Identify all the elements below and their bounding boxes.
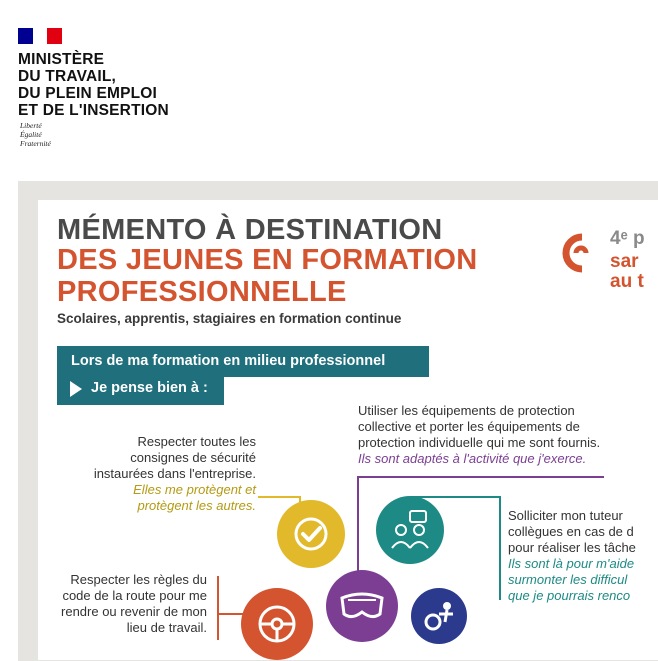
advice-line: protection individuelle qui me sont fournis. [358,435,601,450]
advice-note: protègent les autres. [137,498,256,513]
checkmark-shield-icon [291,514,331,554]
advice-line: instaurées dans l'entreprise. [93,466,256,481]
advice-line: code de la route pour me [62,588,207,603]
ministry-line: DU TRAVAIL, [18,68,117,85]
advice-safety-rules [80,434,256,514]
advice-line: lieu de travail. [126,620,207,635]
advice-line: rendre ou revenir de mon [61,604,207,619]
poster-title-line: PROFESSIONNELLE [57,276,347,308]
protective-equipment-badge [326,570,398,642]
skills-badge [411,588,467,644]
advice-line: Respecter toutes les [137,434,256,449]
advice-road-rules [50,572,207,636]
motto-line: Fraternité [20,139,51,148]
section-banner: Lors de ma formation en milieu professionnel [57,346,429,377]
advice-note: Ils sont adaptés à l'activité que j'exerce. [358,451,587,466]
poster-title-line: MÉMENTO À DESTINATION [57,214,443,246]
advice-line: collective et porter les équipements de [358,419,580,434]
badge-text: 4ᵉ p [610,228,645,249]
section-subbanner: Je pense bien à : [57,372,224,405]
advice-note: Ils sont là pour m'aide [508,556,635,571]
poster-title-line: DES JEUNES EN FORMATION [57,244,478,276]
advice-note: Elles me protègent et [133,482,256,497]
advice-line: collègues en cas de d [508,524,634,539]
advice-line: Utiliser les équipements de protection [358,403,575,418]
advice-line: pour réaliser les tâche [508,540,636,555]
motto-line: Égalité [20,130,42,139]
ministry-line: DU PLEIN EMPLOI [18,85,158,102]
badge-text: au t [610,271,644,292]
tutor-help-badge [376,496,444,564]
advice-ask-tutor [508,508,636,604]
safety-goggles-icon [338,586,386,626]
advice-note: surmonter les difficul [508,572,628,587]
road-rules-badge [241,588,313,660]
steering-wheel-icon [255,602,299,646]
ministry-line: ET DE L'INSERTION [18,102,169,119]
advice-line: Solliciter mon tuteur [508,508,623,523]
safety-rules-badge [277,500,345,568]
advice-note: que je pourrais renco [508,588,631,603]
motto-line: Liberté [20,121,42,130]
badge-text: sar [610,251,639,272]
gear-person-icon [419,596,459,636]
advice-protective-equipment [358,403,600,467]
advice-line: Respecter les règles du [70,572,207,587]
advice-line: consignes de sécurité [130,450,256,465]
poster-subtitle: Scolaires, apprentis, stagiaires en formation continue [57,311,402,326]
people-chat-icon [388,508,432,552]
ministry-line: MINISTÈRE [18,51,105,68]
